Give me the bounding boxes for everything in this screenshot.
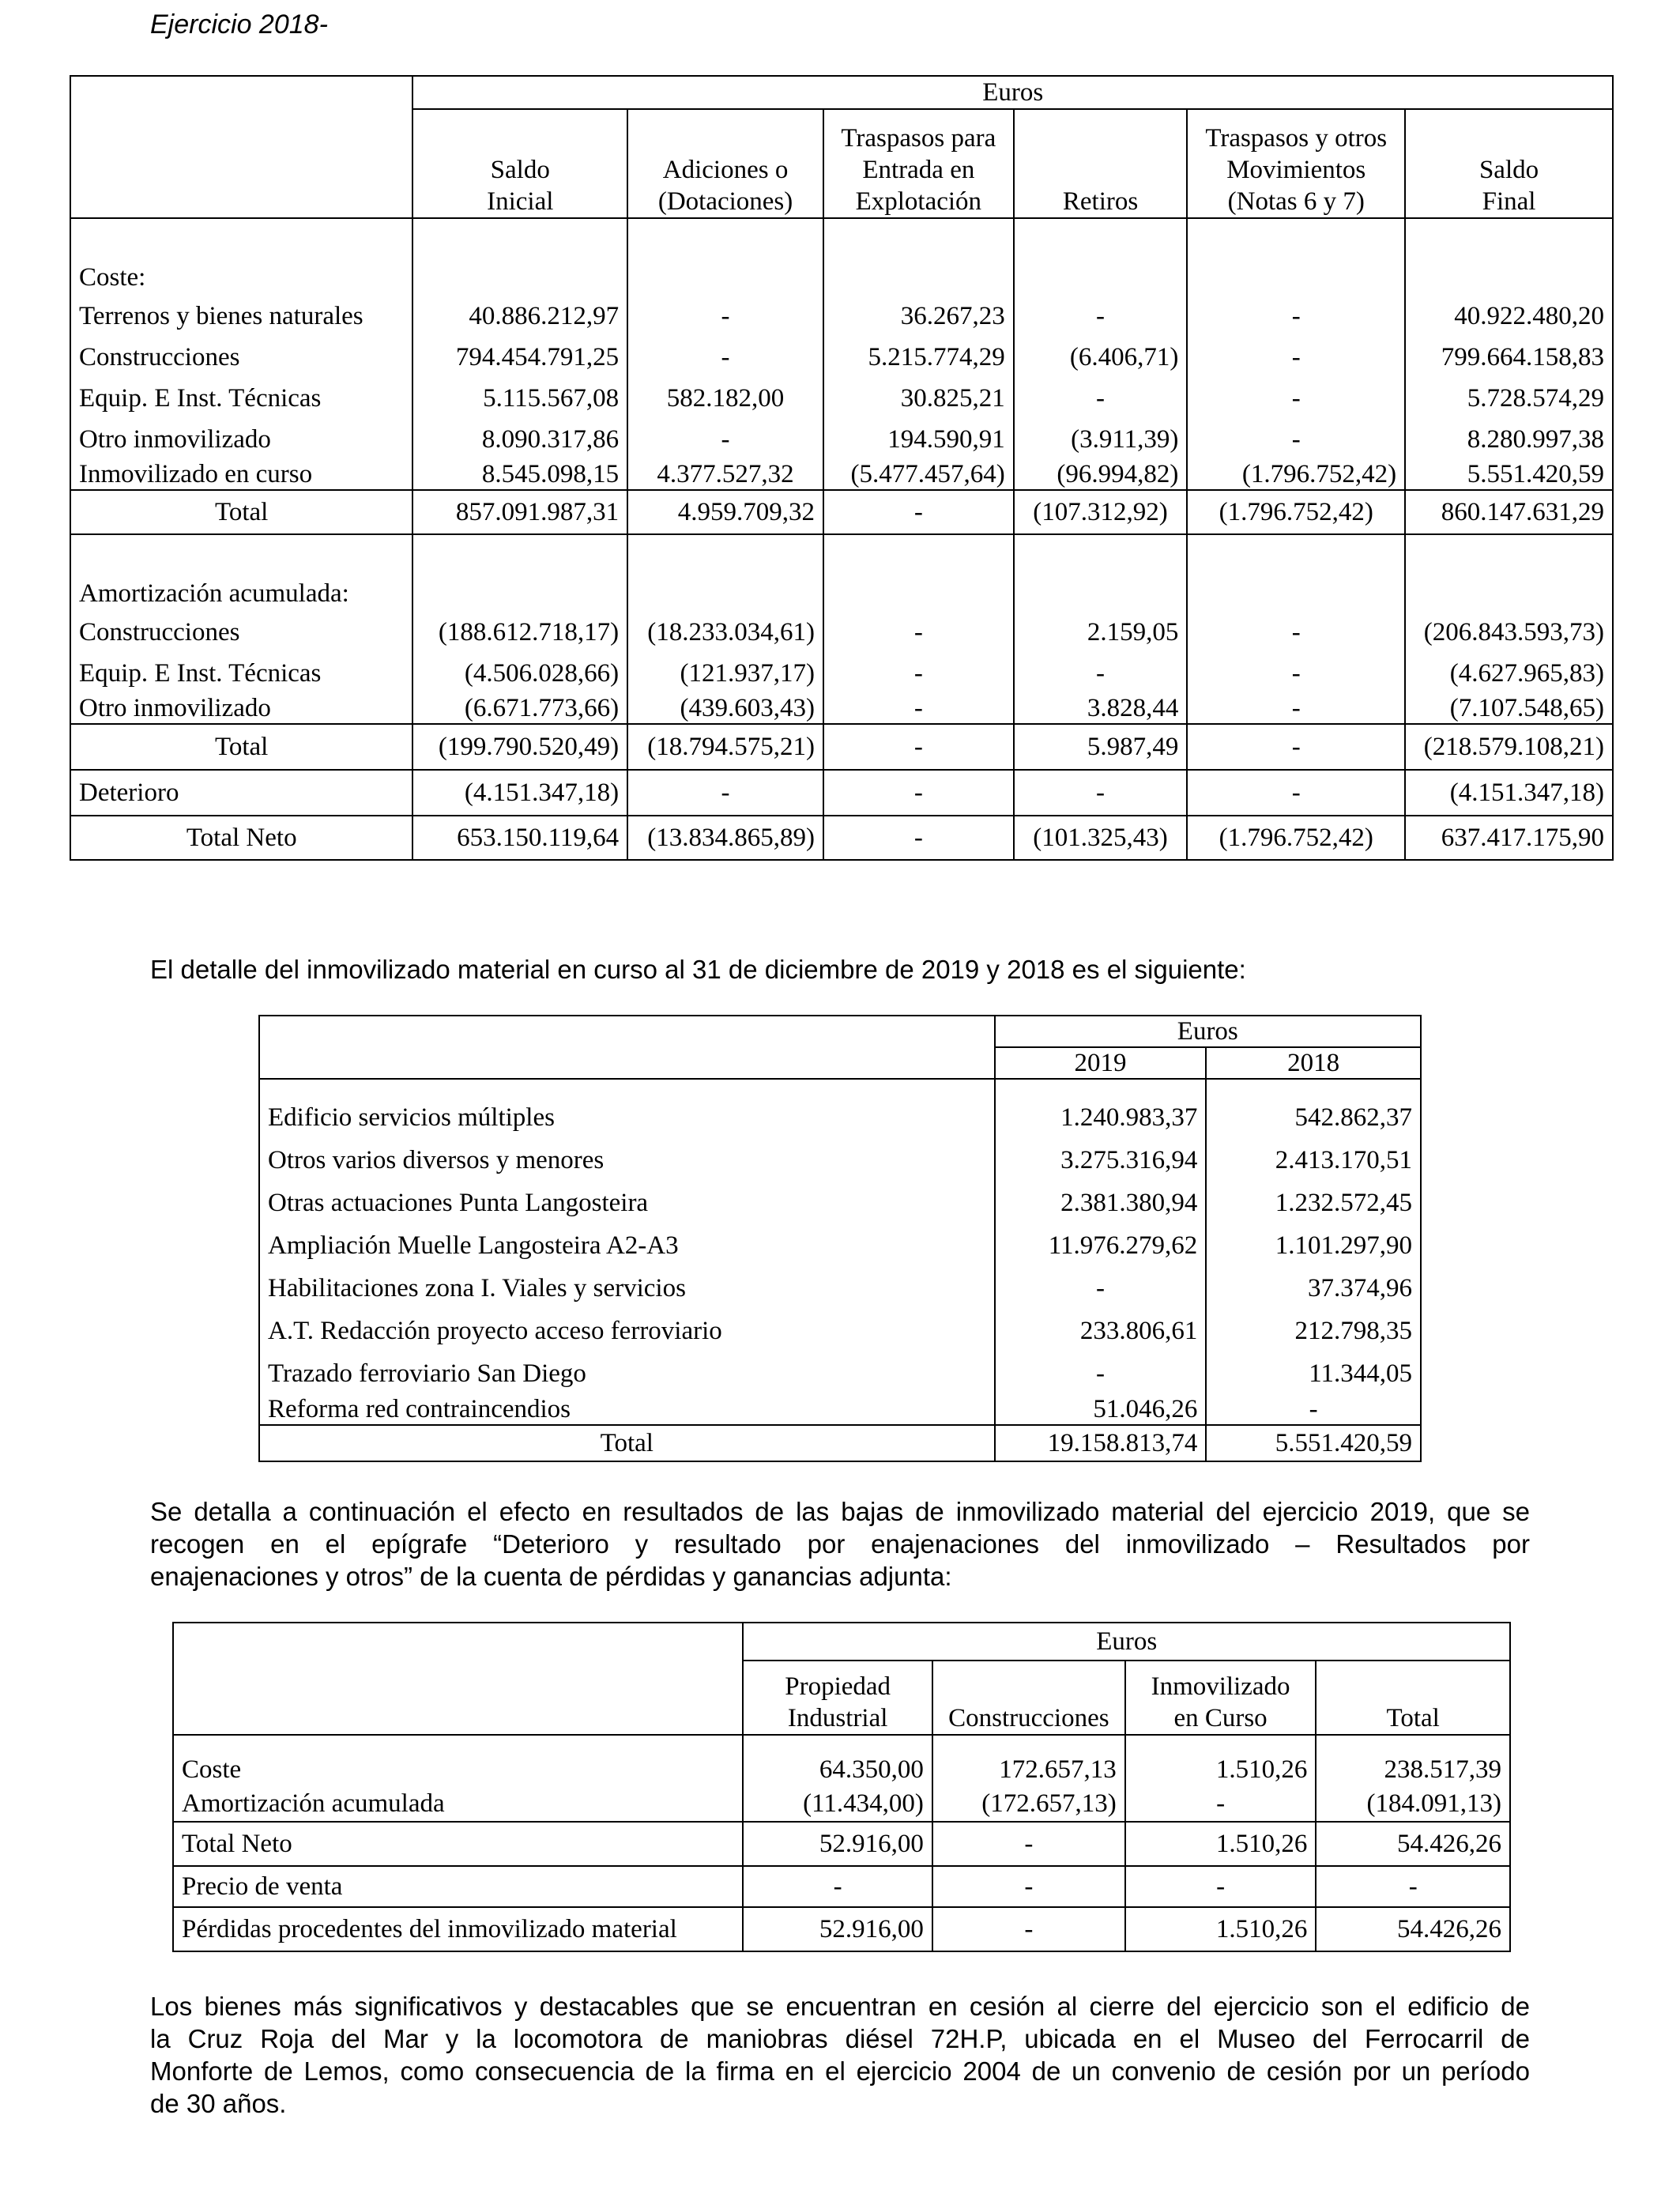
table-row-deterioro: Deterioro (4.151.347,18) - - - - (4.151.347,18) bbox=[70, 770, 1613, 816]
row-label: Equip. E Inst. Técnicas bbox=[70, 378, 412, 419]
table-row bbox=[70, 694, 1613, 724]
table3-group-header-row bbox=[173, 1623, 1510, 1661]
row-label: Otras actuaciones Punta Langosteira bbox=[259, 1182, 995, 1224]
table-row-total: Total 19.158.813,74 5.551.420,59 bbox=[259, 1425, 1421, 1461]
row-value: 8.090.317,86 bbox=[412, 419, 627, 460]
row-value: - bbox=[823, 694, 1014, 724]
table-row bbox=[259, 1267, 1421, 1310]
row-value: 5.551.420,59 bbox=[1405, 460, 1613, 490]
row-value: 794.454.791,25 bbox=[412, 337, 627, 378]
row-value: - bbox=[1187, 612, 1405, 653]
paragraph-disposals-intro: Se detalla a continuación el efecto en resultados de las bajas de inmovilizado material del ejercicio 2019, que se recogen en el epígrafe “Deterioro y resultado por enajenaciones del inmovilizado – Resultados por enajenaciones y otros” de la cuenta de pérdidas y ganancias adjunta: bbox=[150, 1497, 1530, 1591]
table-row bbox=[259, 1096, 1421, 1139]
disposals-effect-table bbox=[172, 1622, 1511, 1952]
row-value: 2.381.380,94 bbox=[995, 1182, 1207, 1224]
fixed-assets-movement-table bbox=[70, 75, 1614, 861]
row-value: 36.267,23 bbox=[823, 296, 1014, 337]
section-label-amortizacion: Amortización acumulada: bbox=[70, 575, 412, 612]
table-row bbox=[70, 419, 1613, 460]
table-row bbox=[70, 653, 1613, 694]
row-value: 582.182,00 bbox=[627, 378, 823, 419]
table1-euros-header: Euros bbox=[412, 76, 1613, 109]
row-value: 37.374,96 bbox=[1206, 1267, 1421, 1310]
column-header-retiros: Retiros bbox=[1014, 109, 1188, 218]
row-label: Terrenos y bienes naturales bbox=[70, 296, 412, 337]
row-value: 194.590,91 bbox=[823, 419, 1014, 460]
row-value: 1.232.572,45 bbox=[1206, 1182, 1421, 1224]
row-value: 11.344,05 bbox=[1206, 1352, 1421, 1395]
row-value: - bbox=[1187, 337, 1405, 378]
table-row bbox=[70, 337, 1613, 378]
row-label: A.T. Redacción proyecto acceso ferroviario bbox=[259, 1310, 995, 1352]
table-row-precio-venta: Precio de venta - - - - bbox=[173, 1866, 1510, 1907]
row-value: - bbox=[1187, 378, 1405, 419]
page-header: Ejercicio 2018- bbox=[150, 9, 328, 40]
row-value: 3.275.316,94 bbox=[995, 1139, 1207, 1182]
row-value: 3.828,44 bbox=[1014, 694, 1188, 724]
row-value: 1.240.983,37 bbox=[995, 1096, 1207, 1139]
row-value: - bbox=[1014, 296, 1188, 337]
row-value: - bbox=[1014, 378, 1188, 419]
column-header-propiedad-industrial: Propiedad Industrial bbox=[743, 1661, 932, 1735]
table-row bbox=[259, 1310, 1421, 1352]
row-label: Otro inmovilizado bbox=[70, 694, 412, 724]
row-value: (6.671.773,66) bbox=[412, 694, 627, 724]
row-value: - bbox=[1187, 694, 1405, 724]
row-value: - bbox=[627, 419, 823, 460]
column-header-saldo-inicial: Saldo Inicial bbox=[412, 109, 627, 218]
row-label: Habilitaciones zona I. Viales y servicios bbox=[259, 1267, 995, 1310]
row-label: Construcciones bbox=[70, 612, 412, 653]
column-header-traspasos-otros: Traspasos y otros Movimientos (Notas 6 y 7) bbox=[1187, 109, 1405, 218]
row-value: (6.406,71) bbox=[1014, 337, 1188, 378]
row-value: 4.377.527,32 bbox=[627, 460, 823, 490]
row-value: (7.107.548,65) bbox=[1405, 694, 1613, 724]
row-value: - bbox=[1014, 653, 1188, 694]
row-value: - bbox=[823, 653, 1014, 694]
table-row bbox=[70, 296, 1613, 337]
row-value: 233.806,61 bbox=[995, 1310, 1207, 1352]
paragraph-detail-intro: El detalle del inmovilizado material en curso al 31 de diciembre de 2019 y 2018 es el siguiente: bbox=[150, 955, 1246, 984]
year-header-2019: 2019 bbox=[995, 1047, 1207, 1079]
year-header-2018: 2018 bbox=[1206, 1047, 1421, 1079]
row-value: (3.911,39) bbox=[1014, 419, 1188, 460]
row-value: (96.994,82) bbox=[1014, 460, 1188, 490]
row-value: (121.937,17) bbox=[627, 653, 823, 694]
paragraph-assets-in-cession: Los bienes más significativos y destacables que se encuentran en cesión al cierre del ejercicio son el edificio de la Cruz Roja del Mar y la locomotora de maniobras diésel 72H.P, ubicada en el Museo del Ferrocarril de Monforte de Lemos, como consecuencia de la firma en el ejercicio 2004 de un convenio de cesión por un período de 30 años. bbox=[150, 1992, 1530, 2118]
row-label: Equip. E Inst. Técnicas bbox=[70, 653, 412, 694]
row-label: Trazado ferroviario San Diego bbox=[259, 1352, 995, 1395]
row-value: 1.101.297,90 bbox=[1206, 1224, 1421, 1267]
row-label: Otro inmovilizado bbox=[70, 419, 412, 460]
row-value: 8.545.098,15 bbox=[412, 460, 627, 490]
section-label-coste: Coste: bbox=[70, 259, 412, 296]
table2-group-header-row bbox=[259, 1016, 1421, 1047]
row-value: 51.046,26 bbox=[995, 1395, 1207, 1425]
row-value: 2.413.170,51 bbox=[1206, 1139, 1421, 1182]
table-row bbox=[259, 1224, 1421, 1267]
row-value: 5.728.574,29 bbox=[1405, 378, 1613, 419]
row-value: 40.886.212,97 bbox=[412, 296, 627, 337]
row-value: 799.664.158,83 bbox=[1405, 337, 1613, 378]
row-value: 2.159,05 bbox=[1014, 612, 1188, 653]
table-row bbox=[259, 1139, 1421, 1182]
table-row bbox=[70, 259, 1613, 296]
table-row bbox=[259, 1395, 1421, 1425]
table-row bbox=[70, 612, 1613, 653]
column-header-construcciones: Construcciones bbox=[932, 1661, 1125, 1735]
row-value: (1.796.752,42) bbox=[1187, 460, 1405, 490]
column-header-traspasos-entrada: Traspasos para Entrada en Explotación bbox=[823, 109, 1014, 218]
row-value: - bbox=[1187, 419, 1405, 460]
row-label: Otros varios diversos y menores bbox=[259, 1139, 995, 1182]
row-value: 30.825,21 bbox=[823, 378, 1014, 419]
row-value: (4.506.028,66) bbox=[412, 653, 627, 694]
table3-euros-header: Euros bbox=[743, 1623, 1510, 1661]
assets-in-progress-table bbox=[258, 1015, 1422, 1462]
row-value: (18.233.034,61) bbox=[627, 612, 823, 653]
row-value: (439.603,43) bbox=[627, 694, 823, 724]
row-value: - bbox=[1187, 296, 1405, 337]
row-value: (188.612.718,17) bbox=[412, 612, 627, 653]
row-value: - bbox=[1187, 653, 1405, 694]
table-row bbox=[259, 1352, 1421, 1395]
table-row-amort-total: Total (199.790.520,49) (18.794.575,21) - 5.987,49 - (218.579.108,21) bbox=[70, 724, 1613, 770]
row-value: 542.862,37 bbox=[1206, 1096, 1421, 1139]
column-header-saldo-final: Saldo Final bbox=[1405, 109, 1613, 218]
table-row-total-neto: Total Neto 653.150.119,64 (13.834.865,89) - (101.325,43) (1.796.752,42) 637.417.175,90 bbox=[70, 816, 1613, 860]
table-row-coste: Coste 64.350,00 172.657,13 1.510,26 238.517,39 bbox=[173, 1752, 1510, 1787]
row-label: Construcciones bbox=[70, 337, 412, 378]
row-label: Inmovilizado en curso bbox=[70, 460, 412, 490]
table-row-coste-total: Total 857.091.987,31 4.959.709,32 - (107.312,92) (1.796.752,42) 860.147.631,29 bbox=[70, 490, 1613, 534]
row-value: 40.922.480,20 bbox=[1405, 296, 1613, 337]
row-value: - bbox=[627, 337, 823, 378]
row-value: 8.280.997,38 bbox=[1405, 419, 1613, 460]
table-row-amortizacion: Amortización acumulada (11.434,00) (172.657,13) - (184.091,13) bbox=[173, 1787, 1510, 1822]
column-header-total: Total bbox=[1316, 1661, 1510, 1735]
row-value: - bbox=[995, 1352, 1207, 1395]
table-row bbox=[259, 1182, 1421, 1224]
row-label: Ampliación Muelle Langosteira A2-A3 bbox=[259, 1224, 995, 1267]
row-value: 212.798,35 bbox=[1206, 1310, 1421, 1352]
row-value: (206.843.593,73) bbox=[1405, 612, 1613, 653]
row-value: (4.627.965,83) bbox=[1405, 653, 1613, 694]
row-value: (5.477.457,64) bbox=[823, 460, 1014, 490]
table-row bbox=[70, 378, 1613, 419]
table-row-total-neto: Total Neto 52.916,00 - 1.510,26 54.426,26 bbox=[173, 1822, 1510, 1866]
row-label: Edificio servicios múltiples bbox=[259, 1096, 995, 1139]
table-row bbox=[70, 460, 1613, 490]
table2-euros-header: Euros bbox=[995, 1016, 1421, 1047]
row-value: - bbox=[627, 296, 823, 337]
row-label: Reforma red contraincendios bbox=[259, 1395, 995, 1425]
row-value: 5.115.567,08 bbox=[412, 378, 627, 419]
table-row bbox=[70, 575, 1613, 612]
row-value: 11.976.279,62 bbox=[995, 1224, 1207, 1267]
column-header-inmovilizado-en-curso: Inmovilizado en Curso bbox=[1125, 1661, 1317, 1735]
table-row-perdidas: Pérdidas procedentes del inmovilizado material 52.916,00 - 1.510,26 54.426,26 bbox=[173, 1907, 1510, 1951]
table1-group-header-row bbox=[70, 76, 1613, 109]
row-value: - bbox=[823, 612, 1014, 653]
row-value: 5.215.774,29 bbox=[823, 337, 1014, 378]
row-value: - bbox=[1206, 1395, 1421, 1425]
column-header-adiciones: Adiciones o (Dotaciones) bbox=[627, 109, 823, 218]
row-value: - bbox=[995, 1267, 1207, 1310]
